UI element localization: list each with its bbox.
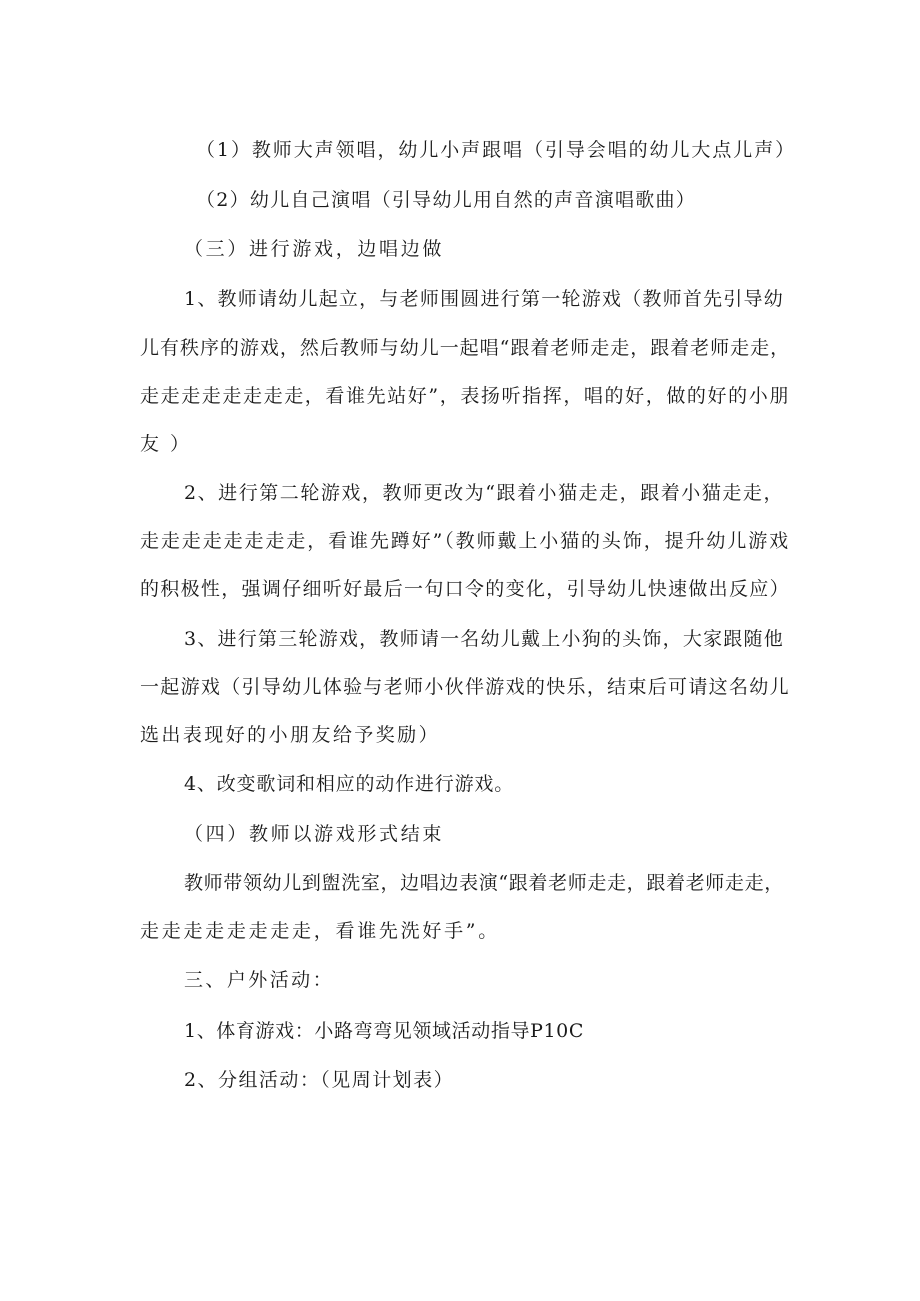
text-line-10: 的积极性，强调仔细听好最后一句口令的变化，引导幼儿快速做出反应） xyxy=(140,578,790,600)
text-line-13: 选出表现好的小朋友给予奖励） xyxy=(140,724,441,746)
text-line-15: （四）教师以游戏形式结束 xyxy=(184,823,445,845)
text-line-20: 2、分组活动：（见周计划表） xyxy=(184,1069,455,1091)
text-line-1: （1）教师大声领唱，幼儿小声跟唱（引导会唱的幼儿大点儿声） xyxy=(196,139,797,161)
text-line-19: 1、体育游戏：小路弯弯见领域活动指导P10C xyxy=(184,1020,585,1042)
text-line-3: （三）进行游戏，边唱边做 xyxy=(184,238,445,260)
text-line-2: （2）幼儿自己演唱（引导幼儿用自然的声音演唱歌曲） xyxy=(196,189,697,211)
text-line-5: 儿有秩序的游戏，然后教师与幼儿一起唱“跟着老师走走，跟着老师走走， xyxy=(140,337,791,359)
text-line-8: 2、进行第二轮游戏，教师更改为“跟着小猫走走，跟着小猫走走， xyxy=(184,482,785,504)
text-line-17: 走走走走走走走走，看谁先洗好手”。 xyxy=(140,920,500,942)
text-line-14: 4、改变歌词和相应的动作进行游戏。 xyxy=(184,773,515,795)
text-line-18: 三、户外活动： xyxy=(184,969,335,991)
text-line-6: 走走走走走走走走，看谁先站好”，表扬听指挥，唱的好，做的好的小朋 xyxy=(140,385,790,407)
text-line-16: 教师带领幼儿到盥洗室，边唱边表演“跟着老师走走，跟着老师走走， xyxy=(184,872,784,894)
text-line-4: 1、教师请幼儿起立，与老师围圆进行第一轮游戏（教师首先引导幼 xyxy=(184,288,784,310)
text-line-7: 友） xyxy=(140,433,200,455)
text-line-11: 3、进行第三轮游戏，教师请一名幼儿戴上小狗的头饰，大家跟随他 xyxy=(184,628,784,650)
text-line-9: 走走走走走走走走，看谁先蹲好”（教师戴上小猫的头饰，提升幼儿游戏 xyxy=(140,530,791,552)
text-line-12: 一起游戏（引导幼儿体验与老师小伙伴游戏的快乐，结束后可请这名幼儿 xyxy=(140,676,790,698)
